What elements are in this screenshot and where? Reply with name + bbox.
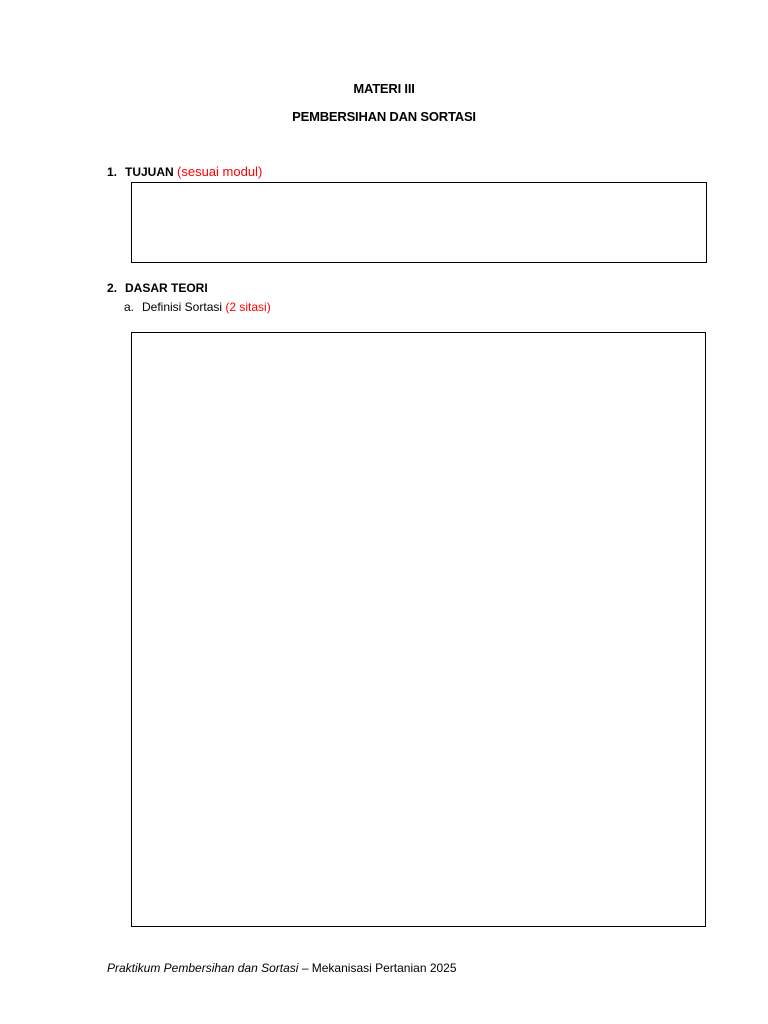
footer-separator: –	[298, 961, 312, 975]
section-dasar-teori-heading	[107, 281, 208, 295]
subitem-definisi-sortasi	[124, 300, 271, 314]
section-number: 2.	[107, 281, 118, 295]
subitem-label: Definisi Sortasi	[142, 300, 223, 314]
subitem-letter: a.	[124, 300, 135, 314]
footer-rest-text: Mekanisasi Pertanian 2025	[311, 961, 457, 975]
section-note: (sesuai modul)	[177, 164, 263, 179]
page-title: MATERI III	[353, 81, 415, 96]
subitem-note: (2 sitasi)	[225, 300, 271, 314]
section-number: 1.	[107, 165, 118, 179]
page-footer	[107, 961, 457, 975]
definisi-sortasi-text-box[interactable]	[131, 332, 706, 927]
page-subtitle: PEMBERSIHAN DAN SORTASI	[292, 109, 476, 124]
section-tujuan-heading	[107, 164, 262, 179]
section-label: TUJUAN	[125, 165, 174, 179]
footer-italic-text: Praktikum Pembersihan dan Sortasi	[107, 961, 299, 975]
section-label: DASAR TEORI	[125, 281, 208, 295]
tujuan-text-box[interactable]	[131, 182, 707, 263]
